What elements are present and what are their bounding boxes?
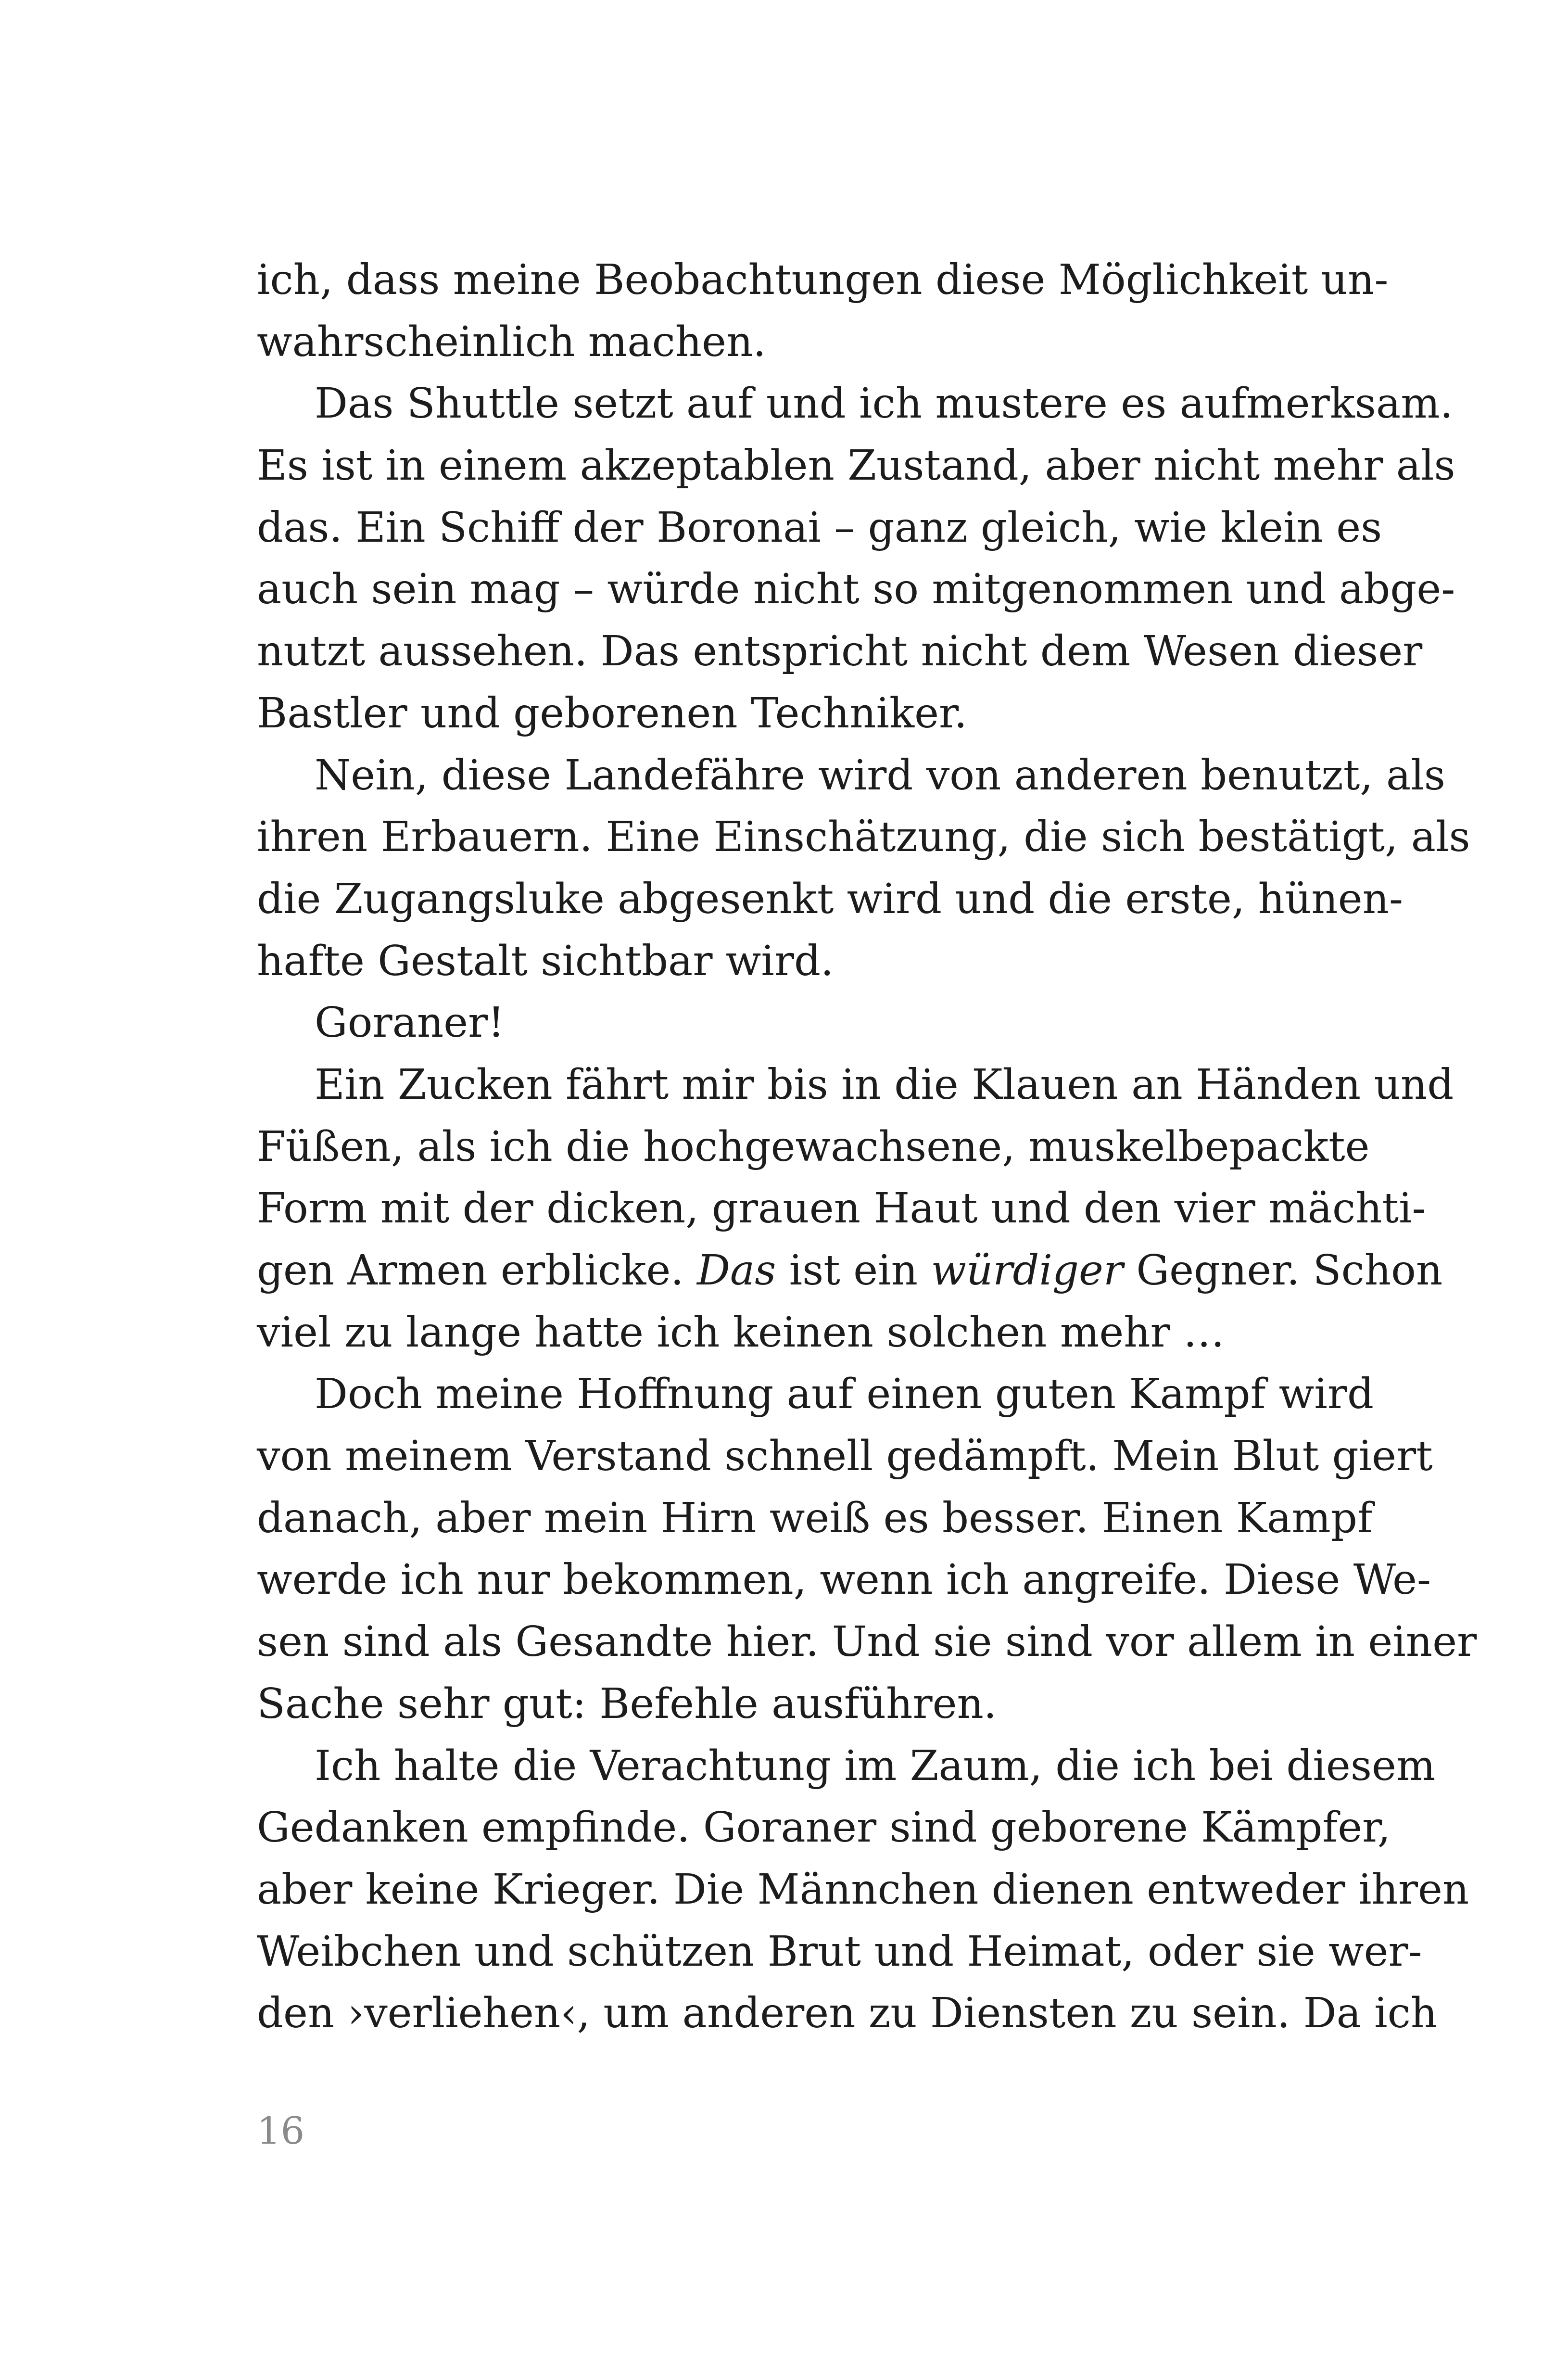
text-line <box>257 1549 1431 1611</box>
text-line <box>257 1302 1303 1364</box>
text-line <box>257 1116 1370 1178</box>
text-line <box>257 1178 1426 1240</box>
line-text: Weibchen und schützen Brut und Heimat, oder sie wer- <box>257 1927 1422 1976</box>
line-text: Sache sehr gut: Befehle ausführen. <box>257 1679 997 1728</box>
text-line <box>257 1673 1303 1735</box>
text-line <box>257 621 1423 683</box>
line-text <box>257 1240 1443 1302</box>
line-text: aber keine Krieger. Die Männchen dienen entweder ihren <box>257 1865 1469 1914</box>
line-text: nutzt aussehen. Das entspricht nicht dem Wesen dieser <box>257 627 1423 676</box>
line-text: viel zu lange hatte ich keinen solchen mehr … <box>257 1308 1225 1357</box>
line-text: sen sind als Gesandte hier. Und sie sind vor allem in einer <box>257 1618 1477 1666</box>
text-line <box>257 559 1455 621</box>
text-line <box>257 930 1303 992</box>
line-text: danach, aber mein Hirn weiß es besser. Einen Kampf <box>257 1494 1373 1542</box>
text-line <box>257 806 1470 868</box>
text-line <box>257 1859 1469 1921</box>
paragraph-start-line <box>257 992 1303 1054</box>
paragraph-start-line <box>257 1054 1454 1116</box>
italic-emphasis: würdiger <box>931 1246 1124 1295</box>
text-line <box>257 1797 1391 1859</box>
text-line <box>257 1425 1433 1487</box>
line-text: Ich halte die Verachtung im Zaum, die ich bei diesem <box>315 1741 1436 1790</box>
line-text: Nein, diese Landefähre wird von anderen benutzt, als <box>315 751 1445 800</box>
line-text: werde ich nur bekommen, wenn ich angreife. Diese We- <box>257 1556 1431 1604</box>
line-text: das. Ein Schiff der Boronai – ganz gleich, wie klein es <box>257 503 1382 552</box>
text-line <box>257 249 1389 311</box>
line-text: ihren Erbauern. Eine Einschätzung, die sich bestätigt, als <box>257 813 1470 862</box>
line-text: von meinem Verstand schnell gedämpft. Mein Blut giert <box>257 1432 1433 1481</box>
text-line <box>257 311 1303 373</box>
text-line <box>257 1921 1422 1983</box>
paragraph-start-line <box>257 1363 1374 1425</box>
line-segment: Gegner. Schon <box>1123 1246 1443 1295</box>
line-text: den ›verliehen‹, um anderen zu Diensten zu sein. Da ich <box>257 1989 1438 2038</box>
line-text: wahrscheinlich machen. <box>257 318 766 366</box>
text-line <box>257 435 1455 497</box>
line-segment: gen Armen erblicke. <box>257 1246 697 1295</box>
line-text: Form mit der dicken, grauen Haut und den vier mächti- <box>257 1184 1426 1233</box>
paragraph-start-line <box>257 373 1454 435</box>
line-text: die Zugangsluke abgesenkt wird und die erste, hünen- <box>257 875 1404 923</box>
text-line <box>257 1611 1477 1673</box>
line-text: hafte Gestalt sichtbar wird. <box>257 937 834 985</box>
line-text: Füßen, als ich die hochgewachsene, muskelbepackte <box>257 1122 1370 1171</box>
text-line <box>257 868 1404 930</box>
line-text: Goraner! <box>315 999 505 1047</box>
paragraph-start-line <box>257 1735 1436 1797</box>
paragraph-start-line <box>257 745 1445 807</box>
text-line <box>257 1983 1438 2045</box>
body-text <box>257 249 1477 2045</box>
line-text: Das Shuttle setzt auf und ich mustere es aufmerksam. <box>315 380 1454 428</box>
line-text: Es ist in einem akzeptablen Zustand, aber nicht mehr als <box>257 442 1455 490</box>
line-text: ich, dass meine Beobachtungen diese Möglichkeit un- <box>257 256 1389 304</box>
text-line <box>257 1487 1373 1550</box>
italic-emphasis: Das <box>696 1246 776 1295</box>
text-line <box>257 1240 1443 1302</box>
text-line <box>257 683 1303 745</box>
page-number: 16 <box>257 2110 305 2153</box>
line-text: auch sein mag – würde nicht so mitgenommen und abge- <box>257 565 1455 614</box>
line-text: Bastler und geborenen Techniker. <box>257 689 967 737</box>
line-segment: ist ein <box>776 1246 931 1295</box>
line-text: Doch meine Hoffnung auf einen guten Kampf wird <box>315 1370 1374 1419</box>
text-line <box>257 497 1382 559</box>
line-text: Gedanken empfinde. Goraner sind geborene Kämpfer, <box>257 1804 1391 1852</box>
line-text: Ein Zucken fährt mir bis in die Klauen an Händen und <box>315 1060 1454 1109</box>
